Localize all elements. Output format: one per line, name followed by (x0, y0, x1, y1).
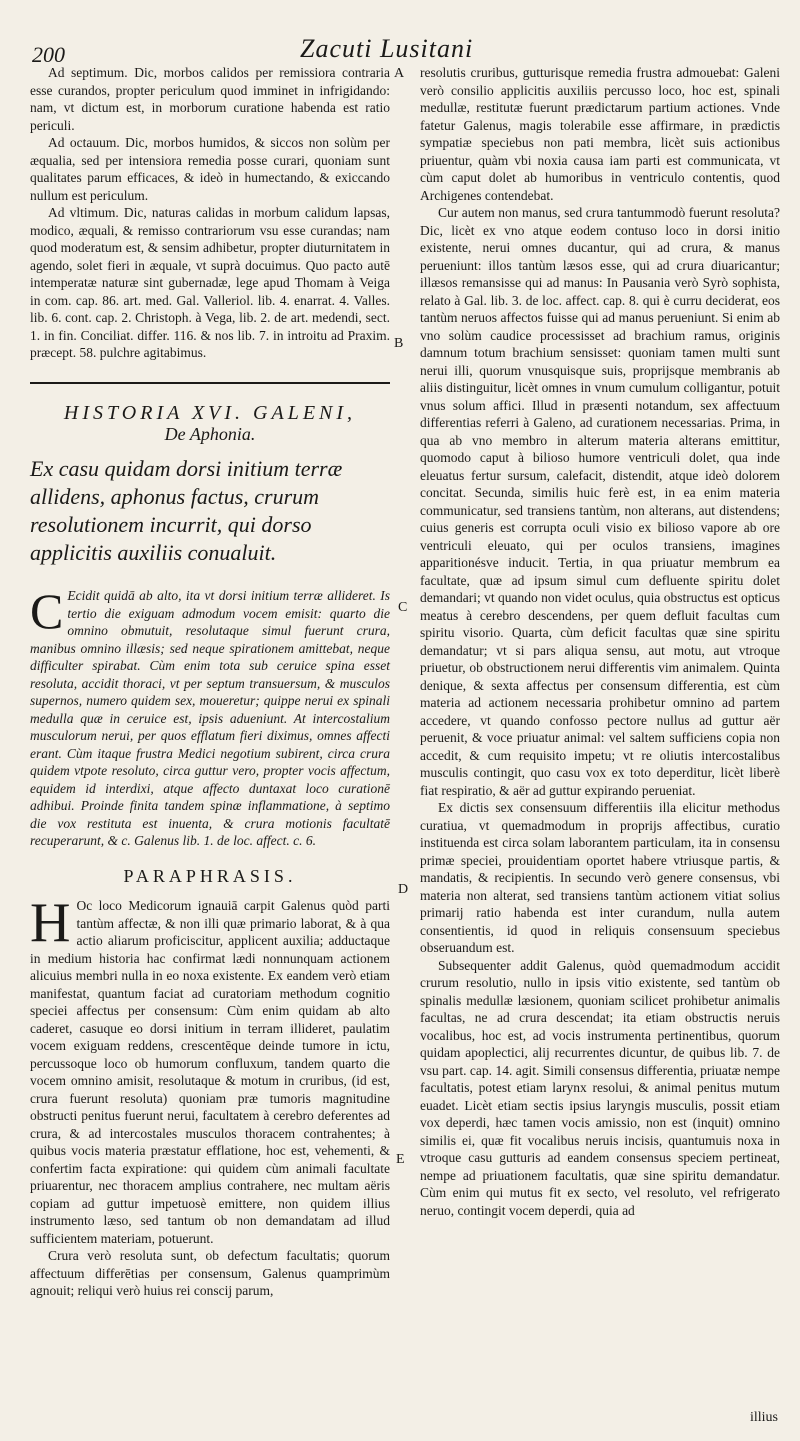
paraphrasis-paragraph-1 (30, 892, 390, 1247)
page-header (0, 0, 800, 70)
left-paragraph-2: Ad octauum. Dic, morbos humidos, & siccos non solùm per æqualia, sed per intensiora remedia posse curari, quoniam sunt qualitates parum efficaces, & ideò in humectando, & exiccando nullum est periculum. (30, 135, 390, 203)
left-column (30, 64, 390, 1300)
paraphrasis-heading: PARAPHRASIS. (123, 865, 297, 886)
left-paragraph-3: Ad vltimum. Dic, naturas calidas in morbum calidum lapsas, modico, æquali, & remisso contrariorum vsu esse curandas; nam quod moderatum est, & sensim adhibetur, propter diuturnitatem in agendo, solet fieri in æquale, vt suprà docuimus. Quo pacto autē intemperatæ naturæ sint gubernadæ, lege apud Thomam à Veiga in com. cap. 86. art. med. Gal. Valleriol. lib. 4. enarrat. 4. Valles. lib. 6. cont. cap. 2. Christoph. à Vega, lib. 2. de art. medendi, sect. 1. in fin. Conciliat. differ. 116. & nos lib. 7. in introitu ad Praxim. præcept. 58. pulchre agitabimus. (30, 205, 390, 360)
case-narrative (30, 583, 390, 850)
paraphrasis-text: Oc loco Medicorum ignauiā carpit Galenus quòd parti tantùm affectæ, & non illi quæ primario laborat, & à qua actio aliarum proficiscitur, applicent auxilia; adductaque in medium historia hac confirmat lædi nonnunquam actionem alicuius membri nulla in eo noxa existente. Ex eandem verò etiam manifestat, quantum faciat ad curatoriam methodum cognitio speciei affectus per consensum: Cùm enim quidam ab alto caderet, casuque eo dorsi initium in terram illideret, paulatim vocem exiguam reddens, crescentēque deinde tumore in ictu, percussoque loco ob humorum confluxum, tandem quarto die vocem omnino amisit, resolutaque & motum in cruribus, (id est, crura fuerunt resoluta) quoniam præ tumoris magnitudine obstructi penitus fuerunt nerui, facultatem à cerebro deferentes ad crura, & ad intercostales musculos thoracem contrahentes; à quibus vocis materia præstatur efflatione, hoc est, vehementi, & confertim facta expiratione: qui quidem cùm animali facultate priuarentur, nec thoracem amplius contrahere, nec multam aëris copiam ad guttur impetuosè emittere, non quidem illius instrumento læso, sed tantum ob non demandatam ad illud sufficientem materiam, potuerunt. (30, 898, 390, 1246)
margin-marker-a: A (394, 66, 405, 81)
case-summary: Ex casu quidam dorsi initium terræ allidens, aphonus factus, crurum resolutionem incurrit, qui dorso applicitis auxiliis conualuit. (30, 456, 343, 565)
running-head: Zacuti Lusitani (300, 34, 474, 63)
left-paragraph-1: Ad septimum. Dic, morbos calidos per remissiora contraria esse curandos, propter periculum quod imminet in infrigidando: nam, vt dictum est, in morborum curatione habenda est ratio periculi. (30, 65, 390, 133)
historia-subtitle: De Aphonia. (164, 423, 256, 444)
right-paragraph-1: resolutis cruribus, gutturisque remedia frustra admouebat: Galeni verò consilio applicitis auxiliis percusso loco, hoc est, spinali medullæ, restitutæ fuerunt prædictarum partium actiones. Vnde fatetur Galenus, magis tolerabile esse affirmare, in prædictis sympatiæ speciebus non pati membra, licèt suis actionibus priuentur, quàm vbi noxia causa iam parti est communicata, vt cùm caput dolet ab humoribus in ventriculo contentis, quod Archigenes contendebat. (420, 65, 780, 203)
catchword: illius (749, 1410, 778, 1425)
paraphrasis-paragraph-2: Crura verò resoluta sunt, ob defectum facultatis; quorum affectuum differētias per consensum, Galenus quamprimùm agnouit; reliqui verò huius rei conscij parum, (30, 1248, 390, 1298)
margin-marker-b: B (394, 336, 404, 351)
right-column (420, 64, 780, 1219)
narrative-text: Ecidit quidā ab alto, ita vt dorsi initium terræ allideret. Is tertio die exiguam admodum vocem emisit: quarto die omnino obmutuit, resolutaque simul fuerunt crura, manibus omnino illæsis; sed neque spirationem amittebat, neque difficulter spirabat. Cùm enim tota sub ceruice spina esset resoluta, accidit thoraci, vt per septum transuersum, & musculos supernos, numero quidem sex, moueretur; quippe nerui ex spinali medulla quæ in ceruice est, ipsis adueniunt. At intercostalium musculorum nerui, per quos efflatum fieri diximus, omnes affecti erant. Cùm itaque frustra Medici negotium subirent, circa crura quidem vtpote resoluto, circa guttur vero, propter vocis affectum, equidem id interdixi, atque affecto duntaxat loco curationē adhibui. Proinde finita tandem spinæ inflammatione, à septimo die vox restituta est inuenta, & crura motionis facultatē recuperarunt, & c. Galenus lib. 1. de loc. affect. c. 6. (30, 588, 390, 848)
right-paragraph-2: Cur autem non manus, sed crura tantummodò fuerunt resoluta? Dic, licèt ex vno atque eodem contuso loco in dorsi initio existente, nerui omnes ducantur, qui ad crura, & manus perueniunt: illos tantùm læsos esse, qui ad crura diuaricantur; illæsos remansisse qui ad manus: In Pausania verò Syrò sophista, relato à Gal. lib. 3. de loc. affect. cap. 8. qui è curru deciderat, eos tantùm neruos affectos fuisse qui ad manus perueniunt. Si enim ab vno solùm caudice processisset ad brachium ramus, originis damnum totum brachium sensisset: quoniam tamen multi sunt nerui illi, quorum vnusquisque suis, proprijsque membranis ab aliis distinguitur, licèt omnes in vnum cumulum colligantur, potuit vnus solum affici. Illud in præsenti notandum, sex affectuum differentias referri à Galeno, ad curationem necessarias. Prima, in qua ab vno membro in alterum materia alterans emittitur, quomodo caput à bilioso humore ventriculi dolet, qua inde eleuatus fertur sursum, calefacit, distendit, atque ideò dolorem concitat. Secunda, similis huic ferè est, in ea enim materia communicatur, sed transiens tantùm, non alterans, aut distendens; cuius generis est corrupta oculi visio ex bilioso vapore ab ore ventriculi eleuato, qui per oculos transiens, imagines apparitionésve inducit. Tertia, in qua priuatur membrum ea facultate, quæ ad ipsum simul cum defluente spiritu dolet demandari; vt quando non videt oculus, quia obstructus est opticus meatus à cerebro descendens, per quem defluit facultas cum spiritu visorio. Quarta, cùm deficit facultas quæ sine spiritu demandatur; vt si pars aliqua sensu, aut motu, aut vtroque priuetur, ob obstructionem nerui differentis vim animalem. Quinta denique, & sexta affectus per consensum differentia, est cùm materia ad actionem necessaria prohibetur omnino ad partem accedere, vt quando confosso pectore nullus ad guttur aër peruenit, & voce priuatur animal: vel saltem sufficiens copia non accedit, & cum requisito impetu; vt re oliutis intercostalibus musculis contingit, quo casu vox ex toto deperditur, licèt liberè fiat respiratio, & aër ad guttur expirando perueniat. (420, 205, 780, 798)
paraphrasis-initial: H (30, 892, 71, 954)
margin-marker-c: C (398, 600, 408, 615)
margin-marker-e: E (396, 1152, 405, 1167)
section-divider (30, 382, 390, 384)
right-paragraph-4: Subsequenter addit Galenus, quòd quemadmodum accidit crurum resolutio, nullo in ipsis vitio existente, sed tantùm ob spinalis medullæ læsionem, quoniam scilicet prohibetur animalis facultas, ne ad crura descendat; ita etiam obstructis neruis vocalibus, hoc est, ad vocis instrumenta pertinentibus, quorum quidam apoplectici, alij recurrentes dicuntur, de quibus lib. 7. de vsu part. cap. 14. agit. Simili consensus differentia, priuatæ nempe facultatis, potest etiam larynx resolui, & animal penitus mutum euadet. Licèt etiam sectis ipsius laryngis musculis, possit etiam vox deperdi, hæc tamen vocis amissio, non est (inquit) omnino similis ei, quæ fit vocalibus neruis incisis, quantumuis noxa in vtroque casu gutturis ad eandem consensus speciem pertineat, nempe ad priuationem facultatis, quæ sine spiritu demandatur. Cùm enim qui mutus fit ex secto, vel resoluto, vel refrigerato neruo, contingit vocem deperdi, quia ad (420, 957, 780, 1218)
narrative-initial: C (30, 583, 64, 639)
margin-marker-d: D (398, 882, 409, 897)
page-number: 200 (32, 42, 65, 67)
right-paragraph-3: Ex dictis sex consensuum differentiis illa elicitur methodus curatiua, vt quemadmodum in proprijs affectibus, curatio instituenda est circa solam laborantem particulam, ita in consensu primæ speciei, prouidentiam oportet habere vtriusque partis, & mandatis, & recipientis. In secundo verò genere consensus, vbi materia non alterat, sed transiens tantùm actionem vitiat solius primarij ratio habenda est inter curandum, nulla autem consentientis, id quod in reliquis consensuum speciebus obseruandum est. (420, 800, 780, 955)
historia-title: HISTORIA XVI. GALENI, (63, 401, 357, 424)
